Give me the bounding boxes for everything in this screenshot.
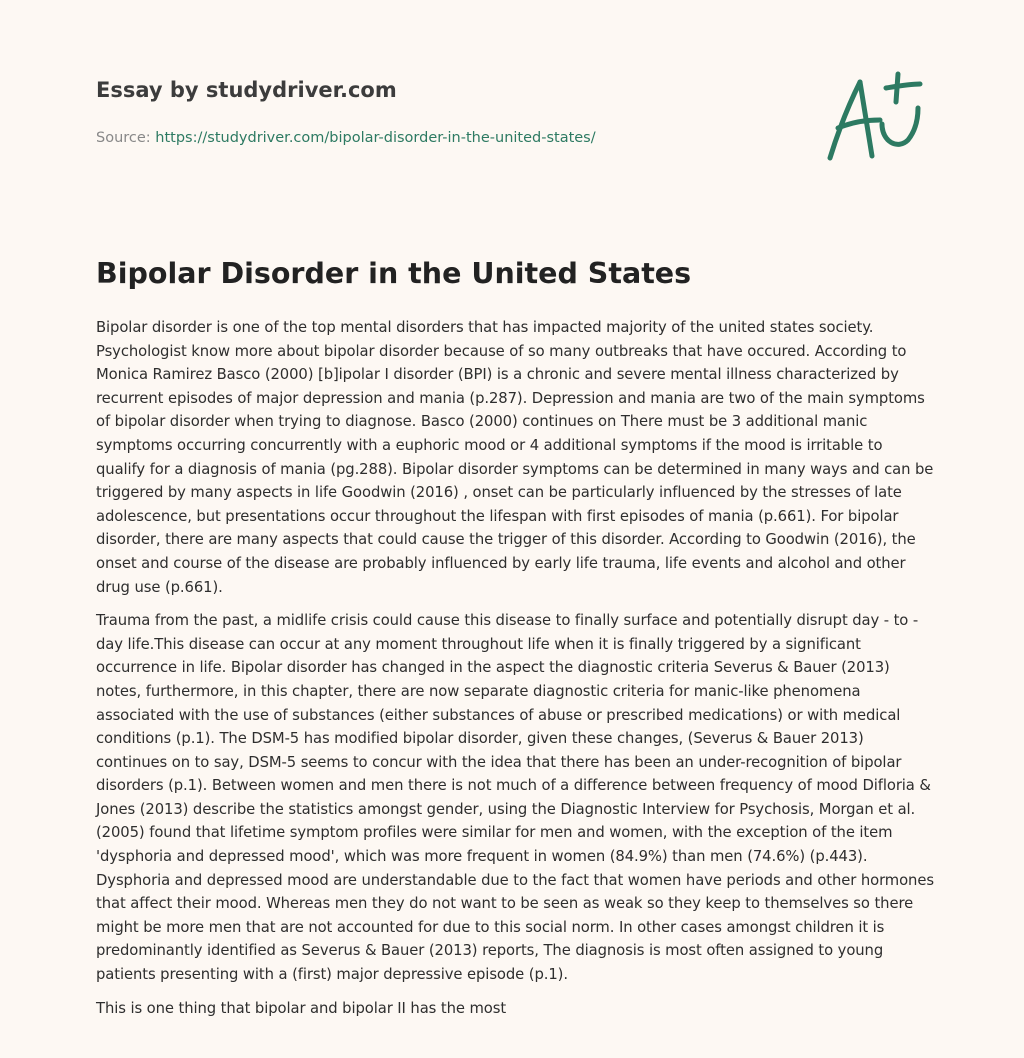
page-title: Bipolar Disorder in the United States: [96, 257, 692, 290]
article-body: [96, 316, 936, 1030]
page-header: [96, 76, 796, 148]
paragraph-2: Trauma from the past, a midlife crisis could cause this disease to finally surface and potentially disrupt day - to - day life.This disease can occur at any moment throughout life when it is finally triggered by a significant occurrence in life. Bipolar disorder has changed in the aspect the diagnostic criteria Severus & Bauer (2013) notes, furthermore, in this chapter, there are now separate diagnostic criteria for manic-like phenomena associated with the use of substances (either substances of abuse or prescribed medications) or with medical conditions (p.1). The DSM-5 has modified bipolar disorder, given these changes, (Severus & Bauer 2013) continues on to say, DSM-5 seems to concur with the idea that there has been an under-recognition of bipolar disorders (p.1). Between women and men there is not much of a difference between frequency of mood Difloria & Jones (2013) describe the statistics amongst gender, using the Diagnostic Interview for Psychosis, Morgan et al. (2005) found that lifetime symptom profiles were similar for men and women, with the exception of the item 'dysphoria and depressed mood', which was more frequent in women (84.9%) than men (74.6%) (p.443). Dysphoria and depressed mood are understandable due to the fact that women have periods and other hormones that affect their mood. Whereas men they do not want to be seen as weak so they keep to themselves so there might be more men that are not accounted for due to this social norm. In other cases amongst children it is predominantly identified as Severus & Bauer (2013) reports, The diagnosis is most often assigned to young patients presenting with a (first) major depressive episode (p.1).: [96, 612, 934, 984]
source-label: Source:: [96, 130, 156, 146]
source-line: [96, 128, 796, 148]
a-plus-logo-icon: [822, 70, 926, 162]
paragraph-1: Bipolar disorder is one of the top mental disorders that has impacted majority of the united states society. Psychologist know more about bipolar disorder because of so many outbreaks that have occured. According to Monica Ramirez Basco (2000) [b]ipolar I disorder (BPI) is a chronic and severe mental illness characterized by recurrent episodes of major depression and mania (p.287). Depression and mania are two of the main symptoms of bipolar disorder when trying to diagnose. Basco (2000) continues on There must be 3 additional manic symptoms occurring concurrently with a euphoric mood or 4 additional symptoms if the mood is irritable to qualify for a diagnosis of mania (pg.288). Bipolar disorder symptoms can be determined in many ways and can be triggered by many aspects in life Goodwin (2016) , onset can be particularly influenced by the stresses of late adolescence, but presentations occur throughout the lifespan with first episodes of mania (p.661). For bipolar disorder, there are many aspects that could cause the trigger of this disorder. According to Goodwin (2016), the onset and course of the disease are probably influenced by early life trauma, life events and alcohol and other drug use (p.661).: [96, 319, 934, 596]
paragraph-3: This is one thing that bipolar and bipolar II has the most: [96, 999, 507, 1017]
source-link[interactable]: https://studydriver.com/bipolar-disorder-in-the-united-states/: [155, 130, 596, 146]
brand-title: Essay by studydriver.com: [96, 78, 397, 102]
